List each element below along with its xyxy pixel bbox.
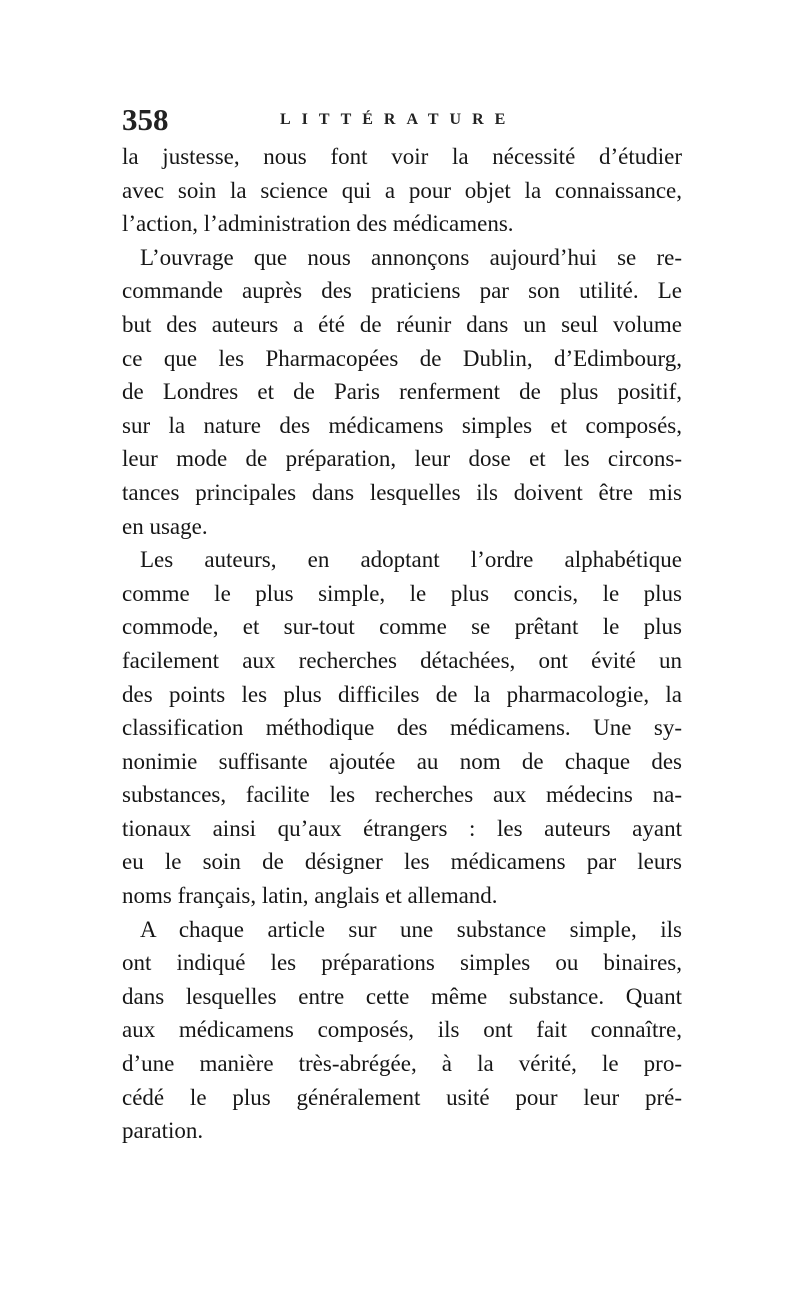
text-line: paration. (122, 1118, 204, 1144)
text-line: aux médicamens composés, ils ont fait connaître, (122, 1017, 682, 1043)
text-line: classification méthodique des médicamens. Une sy- (122, 715, 682, 741)
paragraph-2 (122, 241, 682, 543)
text-line: L’ouvrage que nous annonçons aujourd’hui se re- (140, 244, 682, 270)
text-line: sur la nature des médicamens simples et composés, (122, 412, 682, 438)
text-line: commode, et sur-tout comme se prêtant le plus (122, 614, 682, 640)
running-head (122, 100, 682, 140)
text-line: substances, facilite les recherches aux médecins na- (122, 782, 682, 808)
text-line: avec soin la science qui a pour objet la connaissance, (122, 177, 682, 203)
text-line: facilement aux recherches détachées, ont évité un (122, 647, 682, 673)
text-line: tionaux ainsi qu’aux étrangers : les auteurs ayant (122, 815, 682, 841)
text-line: but des auteurs a été de réunir dans un seul volume (122, 311, 682, 337)
paragraph-3 (122, 543, 682, 913)
text-line: ce que les Pharmacopées de Dublin, d’Edimbourg, (122, 345, 682, 371)
text-line: ont indiqué les préparations simples ou binaires, (122, 950, 682, 976)
text-line: comme le plus simple, le plus concis, le plus (122, 580, 682, 606)
text-line: Les auteurs, en adoptant l’ordre alphabétique (140, 547, 682, 573)
text-line: la justesse, nous font voir la nécessité d’étudier (122, 144, 682, 169)
text-line: noms français, latin, anglais et allemand. (122, 883, 498, 909)
text-line: en usage. (122, 513, 208, 539)
page-number: 358 (122, 102, 169, 137)
body-text (122, 140, 682, 1148)
text-line: des points les plus difficiles de la pharmacologie, la (122, 681, 682, 707)
text-line: d’une manière très-abrégée, à la vérité, le pro- (122, 1051, 682, 1077)
paragraph-4 (122, 913, 682, 1148)
text-line: A chaque article sur une substance simple, ils (140, 916, 682, 942)
paragraph-1 (122, 140, 682, 241)
text-line: commande auprès des praticiens par son utilité. Le (122, 278, 682, 304)
text-line: tances principales dans lesquelles ils doivent être mis (122, 479, 682, 505)
text-line: de Londres et de Paris renferment de plus positif, (122, 379, 682, 405)
text-line: leur mode de préparation, leur dose et les circons- (122, 446, 682, 472)
text-line: dans lesquelles entre cette même substance. Quant (122, 983, 682, 1009)
text-line: cédé le plus généralement usité pour leur pré- (122, 1084, 682, 1110)
section-title: LITTÉRATURE (280, 111, 517, 128)
text-line: l’action, l’administration des médicamens. (122, 211, 514, 237)
text-line: eu le soin de désigner les médicamens par leurs (122, 849, 682, 875)
text-line: nonimie suffisante ajoutée au nom de chaque des (122, 748, 682, 774)
